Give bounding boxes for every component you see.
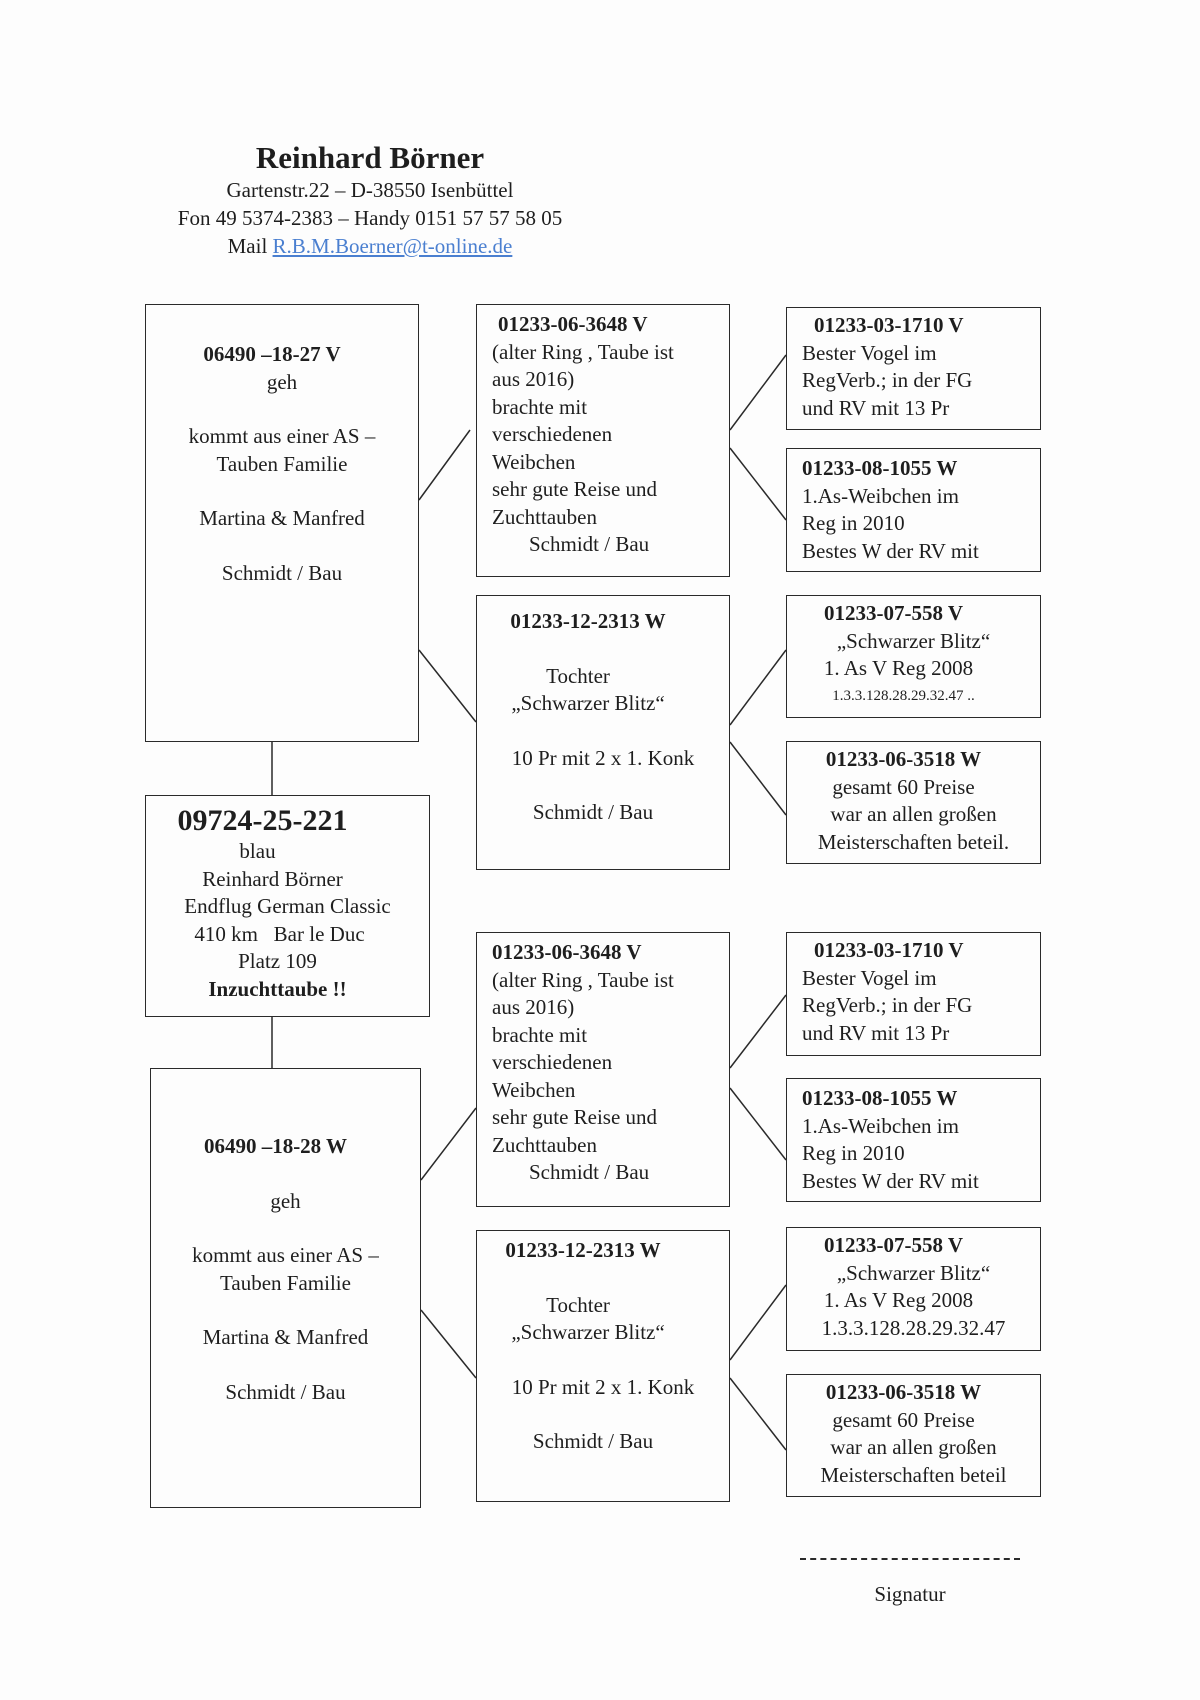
great-grandparent-line: war an allen großen xyxy=(830,1435,997,1459)
mother-breeder-1: Martina & Manfred xyxy=(202,1325,369,1349)
grandparent-ff-line: Weibchen xyxy=(492,449,576,474)
great-grandparent-line: Reg in 2010 xyxy=(802,1141,905,1165)
mother-box xyxy=(150,1068,421,1508)
great-grandparent-ring: 01233-07-558 V xyxy=(823,1233,964,1257)
mail-label: Mail xyxy=(227,234,268,258)
connector-mother-mm xyxy=(421,1310,476,1378)
connector-mf-gg6 xyxy=(730,1088,786,1160)
great-grandparent-line: 1. As V Reg 2008 xyxy=(823,656,974,680)
grandparent-ff-line: (alter Ring , Taube ist xyxy=(492,339,674,364)
mother-breeder-2: Schmidt / Bau xyxy=(225,1379,346,1404)
great-grandparent-line: 1. As V Reg 2008 xyxy=(823,1288,974,1312)
grandparent-ff-ring: 01233-06-3648 V xyxy=(498,312,648,336)
grandparent-fm-desc-2: „Schwarzer Blitz“ xyxy=(511,691,665,715)
signature-line xyxy=(800,1558,1020,1560)
connector-fm-gg4 xyxy=(730,742,786,815)
great-grandparent-box xyxy=(786,1374,1041,1497)
connector-mm-gg8 xyxy=(730,1378,786,1450)
father-origin-1: kommt aus einer AS – xyxy=(188,424,376,448)
father-breeder-2: Schmidt / Bau xyxy=(221,560,343,585)
great-grandparent-line: 1.3.3.128.28.29.32.47 xyxy=(821,1315,1006,1340)
connector-father-fm xyxy=(419,650,476,722)
connector-ff-gg2 xyxy=(730,448,786,520)
grandparent-mf-breeder: Schmidt / Bau xyxy=(529,1160,650,1184)
grandparent-fm-box xyxy=(476,595,730,870)
grandparent-ff-line: Zuchttauben xyxy=(492,504,597,529)
subject-place: Platz 109 xyxy=(238,949,317,973)
great-grandparent-line: Bester Vogel im xyxy=(802,965,937,990)
great-grandparent-line: gesamt 60 Preise xyxy=(832,774,975,799)
great-grandparent-ring: 01233-08-1055 W xyxy=(802,1086,958,1110)
grandparent-mf-line: verschiedenen xyxy=(492,1050,613,1074)
subject-note: Inzuchttaube !! xyxy=(208,976,347,1001)
signature-label: Signatur xyxy=(874,1582,946,1606)
great-grandparent-line: RegVerb.; in der FG xyxy=(802,993,973,1017)
grandparent-mf-line: Zuchttauben xyxy=(492,1132,597,1157)
great-grandparent-line: 1.3.3.128.28.29.32.47 .. xyxy=(832,687,975,704)
grandparent-fm-desc-1: Tochter xyxy=(546,663,610,688)
mother-origin-2: Tauben Familie xyxy=(220,1270,351,1295)
grandparent-ff-line: sehr gute Reise und xyxy=(492,477,658,501)
subject-box xyxy=(145,795,430,1017)
great-grandparent-ring: 01233-07-558 V xyxy=(823,601,964,625)
grandparent-fm-prizes: 10 Pr mit 2 x 1. Konk xyxy=(511,745,695,770)
great-grandparent-line: 1.As-Weibchen im xyxy=(802,1113,959,1138)
mother-origin-1: kommt aus einer AS – xyxy=(192,1243,379,1267)
great-grandparent-ring: 01233-03-1710 V xyxy=(814,313,964,337)
grandparent-mf-line: Weibchen xyxy=(492,1077,576,1102)
subject-color: blau xyxy=(239,839,276,863)
great-grandparent-box xyxy=(786,932,1041,1056)
grandparent-mf-line: aus 2016) xyxy=(492,995,575,1019)
grandparent-mm-prizes: 10 Pr mit 2 x 1. Konk xyxy=(511,1374,695,1399)
mail-link[interactable]: R.B.M.Boerner@t-online.de xyxy=(272,234,513,258)
owner-address: Gartenstr.22 – D-38550 Isenbüttel xyxy=(226,178,514,202)
owner-phone: Fon 49 5374-2383 – Handy 0151 57 57 58 05 xyxy=(177,206,563,230)
great-grandparent-line: Bester Vogel im xyxy=(802,340,937,365)
father-color: geh xyxy=(266,369,298,394)
owner-mail xyxy=(140,234,600,259)
great-grandparent-ring: 01233-06-3518 W xyxy=(825,747,982,771)
grandparent-mm-box xyxy=(476,1230,730,1502)
great-grandparent-line: Bestes W der RV mit xyxy=(802,538,979,563)
great-grandparent-box xyxy=(786,448,1041,572)
great-grandparent-ring: 01233-03-1710 V xyxy=(814,938,964,962)
father-box xyxy=(145,304,419,742)
grandparent-mf-line: (alter Ring , Taube ist xyxy=(492,967,674,992)
subject-distance: 410 km Bar le Duc xyxy=(194,921,365,946)
grandparent-mf-line: sehr gute Reise und xyxy=(492,1105,658,1129)
grandparent-ff-line: verschiedenen xyxy=(492,422,613,446)
grandparent-mm-ring: 01233-12-2313 W xyxy=(505,1238,661,1262)
great-grandparent-line: „Schwarzer Blitz“ xyxy=(836,1260,991,1285)
father-breeder-1: Martina & Manfred xyxy=(199,506,365,530)
great-grandparent-line: gesamt 60 Preise xyxy=(832,1407,975,1432)
grandparent-mf-line: brachte mit xyxy=(492,1022,588,1047)
grandparent-mf-box xyxy=(476,932,730,1207)
great-grandparent-line: und RV mit 13 Pr xyxy=(802,395,950,420)
connector-ff-gg1 xyxy=(730,355,786,430)
great-grandparent-line: war an allen großen xyxy=(830,802,997,826)
great-grandparent-line: RegVerb.; in der FG xyxy=(802,368,973,392)
mother-color: geh xyxy=(270,1188,301,1213)
subject-owner: Reinhard Börner xyxy=(202,866,343,891)
great-grandparent-box xyxy=(786,307,1041,430)
connector-mother-mf xyxy=(421,1108,476,1180)
connector-father-ff xyxy=(419,430,470,500)
great-grandparent-line: „Schwarzer Blitz“ xyxy=(836,628,991,653)
great-grandparent-line: Meisterschaften beteil xyxy=(820,1462,1007,1487)
grandparent-fm-ring: 01233-12-2313 W xyxy=(510,609,666,633)
connector-fm-gg3 xyxy=(730,650,786,725)
grandparent-fm-breeder: Schmidt / Bau xyxy=(532,800,654,824)
father-ring: 06490 –18-27 V xyxy=(203,342,341,366)
grandparent-mf-ring: 01233-06-3648 V xyxy=(492,940,642,964)
great-grandparent-line: Reg in 2010 xyxy=(802,511,905,535)
subject-ring: 09724-25-221 xyxy=(177,804,348,837)
great-grandparent-box xyxy=(786,1078,1041,1202)
subject-race: Endflug German Classic xyxy=(184,894,391,918)
great-grandparent-ring: 01233-06-3518 W xyxy=(825,1380,982,1404)
grandparent-ff-breeder: Schmidt / Bau xyxy=(529,532,650,556)
great-grandparent-box xyxy=(786,741,1041,864)
grandparent-ff-box xyxy=(476,304,730,577)
grandparent-mm-breeder: Schmidt / Bau xyxy=(532,1429,654,1453)
great-grandparent-box xyxy=(786,595,1041,718)
grandparent-ff-line: aus 2016) xyxy=(492,367,575,391)
great-grandparent-line: Meisterschaften beteil. xyxy=(817,829,1010,854)
great-grandparent-line: und RV mit 13 Pr xyxy=(802,1020,950,1045)
great-grandparent-box xyxy=(786,1227,1041,1351)
grandparent-mm-desc-2: „Schwarzer Blitz“ xyxy=(511,1320,665,1344)
connector-mm-gg7 xyxy=(730,1285,786,1360)
connector-mf-gg5 xyxy=(730,995,786,1068)
grandparent-ff-line: brachte mit xyxy=(492,394,588,419)
grandparent-mm-desc-1: Tochter xyxy=(546,1292,610,1317)
great-grandparent-ring: 01233-08-1055 W xyxy=(802,456,958,480)
father-origin-2: Tauben Familie xyxy=(216,451,348,476)
mother-ring: 06490 –18-28 W xyxy=(203,1134,348,1158)
owner-name: Reinhard Börner xyxy=(255,140,485,175)
great-grandparent-line: 1.As-Weibchen im xyxy=(802,483,959,508)
great-grandparent-line: Bestes W der RV mit xyxy=(802,1168,979,1193)
